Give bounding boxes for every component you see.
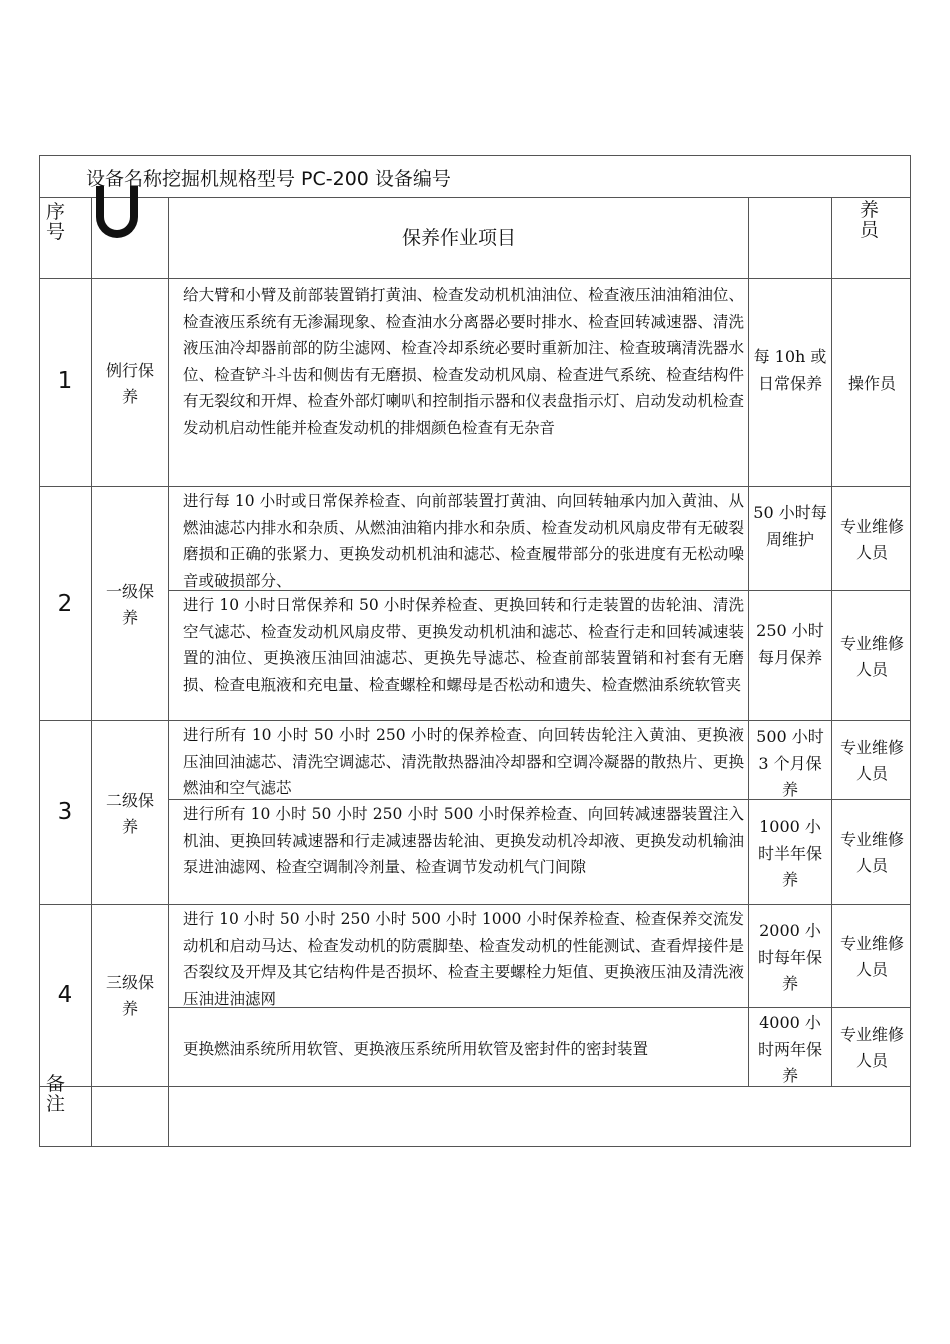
column-divider	[168, 197, 169, 1147]
maintenance-level: 三级保养	[105, 973, 154, 1018]
header-staff: 养员	[860, 199, 880, 241]
task-content: 进行所有 10 小时 50 小时 250 小时的保养检查、向回转齿轮注入黄油、更换液压油回油滤芯、清洗空调滤芯、清洗散热器油冷却器和空调冷凝器的散热片、更换燃油和空气滤芯	[183, 726, 744, 797]
task-cycle: 2000 小时每年保养	[757, 921, 822, 993]
row-divider	[39, 486, 911, 487]
column-divider	[831, 197, 832, 1086]
row-divider	[39, 197, 911, 198]
row-divider	[39, 904, 911, 905]
task-staff: 专业维修人员	[839, 517, 904, 562]
task-staff: 操作员	[847, 374, 896, 393]
row-divider	[39, 720, 911, 721]
task-cycle: 4000 小时两年保养	[757, 1013, 822, 1085]
task-cycle: 500 小时 3 个月保养	[756, 727, 824, 799]
task-cycle: 50 小时每周维护	[753, 503, 827, 549]
row-divider	[39, 278, 911, 279]
maintenance-level: 例行保养	[105, 361, 154, 406]
document-title: 设备名称挖掘机规格型号 PC-200 设备编号	[86, 168, 451, 190]
task-content: 进行每 10 小时或日常保养检查、向前部装置打黄油、向回转轴承内加入黄油、从燃油滤芯内排水和杂质、从燃油油箱内排水和杂质、检查发动机风扇皮带有无破裂磨损和正确的张紧力、更换发动机机油和滤芯、检查履带部分的张进度有无松动噪音或破损部分、	[183, 492, 744, 590]
maintenance-level: 二级保养	[105, 791, 154, 836]
task-content: 进行 10 小时日常保养和 50 小时保养检查、更换回转和行走装置的齿轮油、清洗空气滤芯、检查发动机风扇皮带、更换发动机机油和滤芯、检查行走和回转减速装置的油位、更换液压油回油滤芯、更换先导滤芯、检查前部装置销和衬套有无磨损、检查电瓶液和充电量、检查螺栓和螺母是否松动和遗失、检查燃油系统软管夹	[183, 596, 744, 694]
task-cycle: 250 小时每月保养	[756, 621, 824, 667]
task-content: 给大臂和小臂及前部装置销打黄油、检查发动机机油油位、检查液压油油箱油位、检查液压系统有无渗漏现象、检查油水分离器必要时排水、检查回转减速器、清洗液压油冷却器前部的防尘滤网、检查冷却系统必要时重新加注、检查玻璃清洗器水位、检查铲斗斗齿和侧齿有无磨损、检查发动机风扇、检查进气系统、检查结构件有无裂纹和开焊、检查外部灯喇叭和控制指示器和仪表盘指示灯、启动发动机检查发动机启动性能并检查发动机的排烟颜色检查有无杂音	[183, 286, 744, 437]
row-number: 4	[57, 982, 73, 1008]
header-items: 保养作业项目	[401, 227, 516, 249]
header-seq: 序号	[46, 201, 66, 243]
row-number: 1	[57, 368, 73, 394]
task-content: 更换燃油系统所用软管、更换液压系统所用软管及密封件的密封装置	[183, 1040, 649, 1058]
header-cycle-glyph	[96, 186, 138, 238]
task-staff: 专业维修人员	[839, 634, 904, 679]
column-divider	[91, 197, 92, 1147]
maintenance-level: 一级保养	[105, 582, 154, 627]
task-staff: 专业维修人员	[839, 934, 904, 979]
remark-label: 备注	[46, 1073, 66, 1115]
task-cycle: 每 10h 或日常保养	[753, 347, 827, 393]
row-number: 3	[57, 799, 73, 825]
task-content: 进行所有 10 小时 50 小时 250 小时 500 小时保养检查、向回转减速器装置注入机油、更换回转减速器和行走减速器齿轮油、更换发动机冷却液、更换发动机输油泵进油滤网、检查空调制冷剂量、检查调节发动机气门间隙	[183, 805, 744, 876]
row-number: 2	[57, 591, 73, 617]
task-cycle: 1000 小时半年保养	[757, 817, 822, 889]
task-staff: 专业维修人员	[839, 830, 904, 875]
task-content: 进行 10 小时 50 小时 250 小时 500 小时 1000 小时保养检查、检查保养交流发动机和启动马达、检查发动机的防震脚垫、检查发动机的性能测试、查看焊接件是否裂纹及开焊及其它结构件是否损坏、检查主要螺栓力矩值、更换液压油及清洗液压油进油滤网	[183, 910, 744, 1008]
task-staff: 专业维修人员	[839, 1025, 904, 1070]
remark-cell	[40, 1073, 90, 1138]
column-divider	[748, 197, 749, 1086]
task-staff: 专业维修人员	[839, 738, 904, 783]
